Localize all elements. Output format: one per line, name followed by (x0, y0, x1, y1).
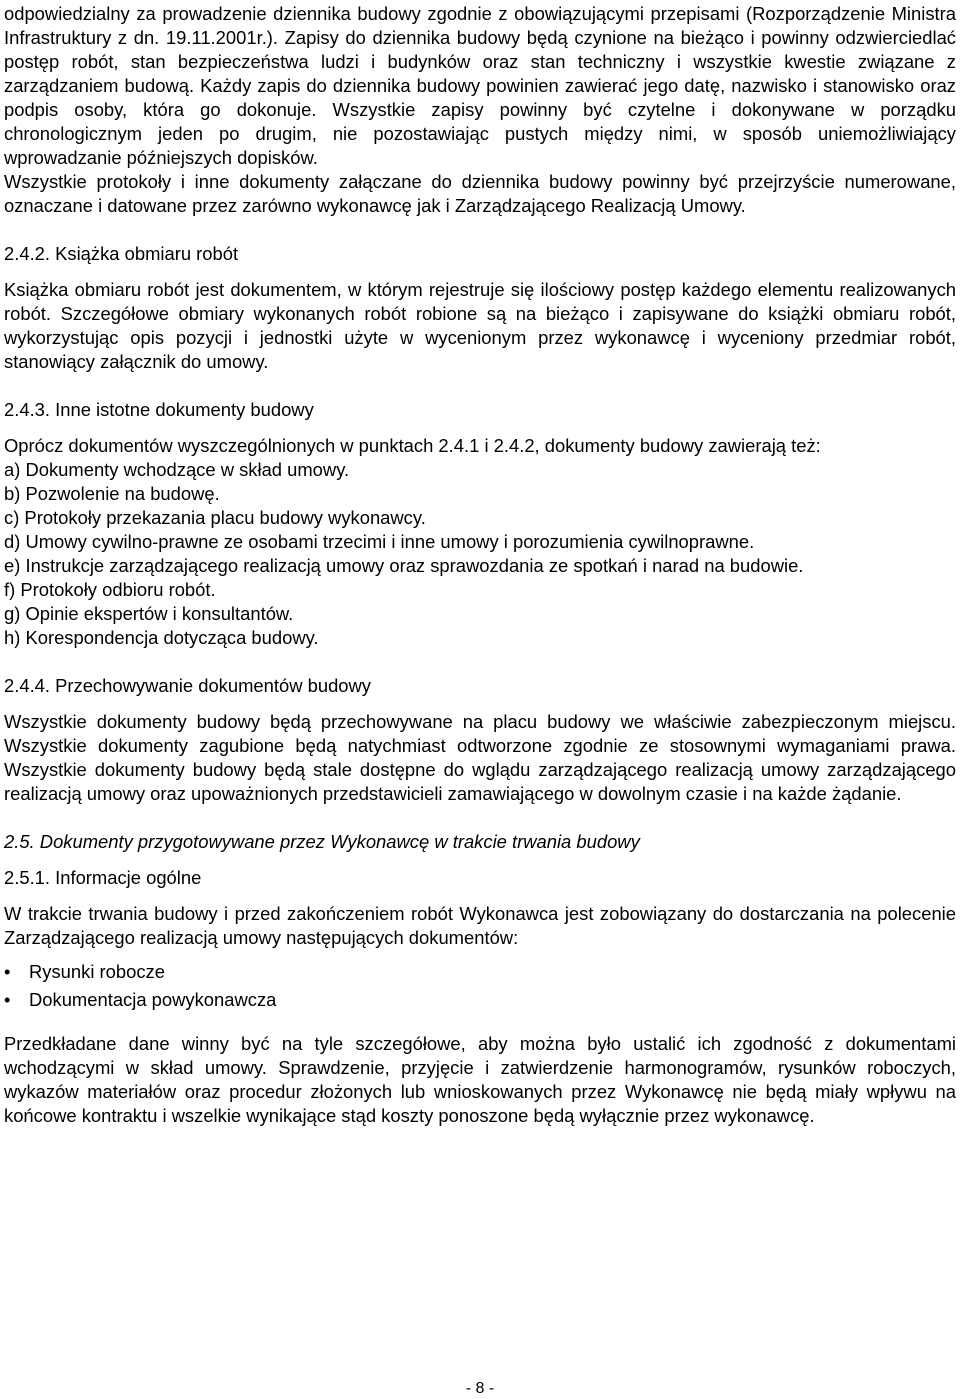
paragraph-informacje-ogolne: W trakcie trwania budowy i przed zakończeniem robót Wykonawca jest zobowiązany do dostarczania na polecenie Zarządzającego realizacją umowy następujących dokumentów: (4, 903, 956, 948)
bullet-item (4, 960, 956, 984)
list-item: c) Protokoły przekazania placu budowy wykonawcy. (4, 507, 426, 528)
list-item: e) Instrukcje zarządzającego realizacją umowy oraz sprawozdania ze spotkań i narad na budowie. (4, 555, 804, 576)
bullet-item (4, 988, 956, 1012)
heading-2-5-1: 2.5.1. Informacje ogólne (4, 867, 202, 888)
bullet-icon: • (4, 961, 11, 982)
paragraph-protokoly: Wszystkie protokoły i inne dokumenty załączane do dziennika budowy powinny być przejrzyście numerowane, oznaczane i datowane przez zarówno wykonawcę jak i Zarządzającego Realizacją Umowy. (4, 171, 956, 216)
heading-2-4-3: 2.4.3. Inne istotne dokumenty budowy (4, 399, 314, 420)
list-item: b) Pozwolenie na budowę. (4, 483, 220, 504)
heading-2-4-4: 2.4.4. Przechowywanie dokumentów budowy (4, 675, 371, 696)
list-item: g) Opinie ekspertów i konsultantów. (4, 603, 294, 624)
list-dokumenty-budowy (4, 458, 956, 650)
document-page (4, 0, 956, 1128)
heading-2-5: 2.5. Dokumenty przygotowywane przez Wykonawcę w trakcie trwania budowy (4, 831, 640, 852)
paragraph-dziennik-budowy: odpowiedzialny za prowadzenie dziennika budowy zgodnie z obowiązującymi przepisami (Rozporządzenie Ministra Infrastruktury z dn. 19.11.2001r.). Zapisy do dziennika budowy będą czynione na bieżąco i powinny odzwierciedlać postęp robót, stan bezpieczeństwa ludzi i budynków oraz stan techniczny i wszystkie kwestie związane z zarządzaniem budową. Każdy zapis do dziennika budowy powinien zawierać jego datę, nazwisko i stanowisko oraz podpis osoby, która go dokonuje. Wszystkie zapisy powinny być czytelne i dokonywane w porządku chronologicznym jeden po drugim, nie pozostawiając pustych między nimi, w sposób uniemożliwiający wprowadzanie późniejszych dopisków. (4, 3, 956, 168)
paragraph-przedkladane-dane: Przedkładane dane winny być na tyle szczegółowe, aby można było ustalić ich zgodność z dokumentami wchodzącymi w skład umowy. Sprawdzenie, przyjęcie i zatwierdzenie harmonogramów, rysunków roboczych, wykazów materiałów oraz procedur złożonych lub wnioskowanych przez Wykonawcę nie będą miały wpływu na końcowe kontraktu i wszelkie wynikające stąd koszty ponoszone będą wyłącznie przez wykonawcę. (4, 1033, 956, 1126)
heading-2-4-2: 2.4.2. Książka obmiaru robót (4, 243, 239, 264)
list-item: h) Korespondencja dotycząca budowy. (4, 627, 319, 648)
list-item: d) Umowy cywilno-prawne ze osobami trzecimi i inne umowy i porozumienia cywilnoprawne. (4, 531, 755, 552)
list-item: a) Dokumenty wchodzące w skład umowy. (4, 459, 350, 480)
bullet-item-label: Dokumentacja powykonawcza (29, 989, 277, 1010)
paragraph-ksiazka-obmiaru: Książka obmiaru robót jest dokumentem, w którym rejestruje się ilościowy postęp każdego elementu realizowanych robót. Szczegółowe obmiary wykonanych robót robione są na bieżąco i zapisywane do książki obmiaru robót, wykorzystując opis pozycji i jednostki użyte w wycenionym przez wykonawcę i wyceniony przedmiar robót, stanowiący załącznik do umowy. (4, 279, 956, 372)
paragraph-inne-dokumenty-intro: Oprócz dokumentów wyszczególnionych w punktach 2.4.1 i 2.4.2, dokumenty budowy zawierają też: (4, 435, 821, 456)
page-number: - 8 - (465, 1380, 495, 1397)
bullet-list-dokumenty (4, 960, 956, 1012)
list-item: f) Protokoły odbioru robót. (4, 579, 216, 600)
paragraph-przechowywanie: Wszystkie dokumenty budowy będą przechowywane na placu budowy we właściwie zabezpieczonym miejscu. Wszystkie dokumenty zagubione będą natychmiast odtworzone zgodnie ze stosownymi wymaganiami prawa. Wszystkie dokumenty budowy będą stale dostępne do wglądu zarządzającego realizacją umowy zarządzającego realizacją umowy oraz upoważnionych przedstawicieli zamawiającego w dowolnym czasie i na każde żądanie. (4, 711, 956, 804)
bullet-item-label: Rysunki robocze (29, 961, 165, 982)
bullet-icon: • (4, 989, 11, 1010)
